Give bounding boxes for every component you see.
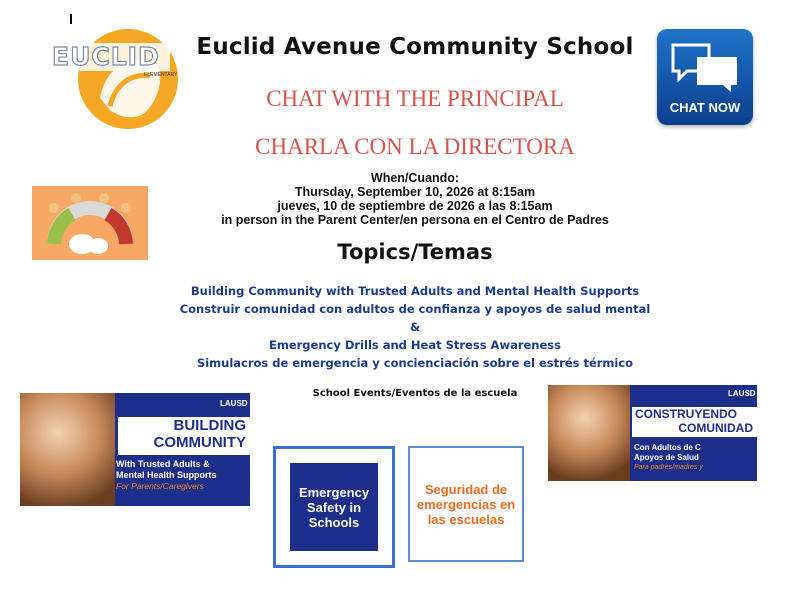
band-1: Con Adultos de C [634,443,701,452]
photo [20,393,130,506]
card-subtext [634,443,756,473]
headline-1: BUILDING [173,417,246,434]
title-en: CHAT WITH THE PRINCIPAL [266,86,564,111]
seguridad-emergencias-card: Seguridad de emergencias en las escuelas [408,446,524,562]
band-3: For Parents/Caregivers [116,481,204,491]
event-details [190,171,640,227]
school-events-label: School Events/Eventos de la escuela [312,388,518,399]
when-label: When/Cuando: [370,171,460,185]
topic-ampersand: & [409,320,421,334]
discussion-illustration [32,186,148,260]
construyendo-comunidad-card [548,385,757,481]
title-es: CHARLA CON LA DIRECTORA [255,134,575,159]
topic-line: Simulacros de emergencia y concienciación sobre el estrés térmico [196,356,634,370]
school-name: Euclid Avenue Community School [196,34,634,60]
lausd-brand: LAUSD [728,389,756,398]
topic-line: Emergency Drills and Heat Stress Awareness [269,338,561,352]
when-english: Thursday, September 10, 2026 at 8:15am [294,185,536,199]
topics-heading: Topics/Temas [337,240,493,264]
emergency-safety-text: Emergency Safety in Schools [290,463,378,551]
photo [548,385,640,481]
emergency-safety-card [273,446,395,568]
headline-2: COMUNIDAD [678,421,753,435]
headline-panel [118,417,250,455]
chat-now-button[interactable] [657,29,753,125]
headline-panel [632,407,757,437]
location: in person in the Parent Center/en persona en el Centro de Padres [221,213,609,227]
band-1: With Trusted Adults & [116,459,210,469]
band-2: Mental Health Supports [116,470,217,480]
topic-line: Building Community with Trusted Adults and Mental Health Supports [190,284,640,298]
chat-now-label: CHAT NOW [669,100,741,115]
headline-1: CONSTRUYENDO [635,407,738,421]
logo-text: EUCLID [52,42,160,71]
topic-line: Construir comunidad con adultos de confianza y apoyos de salud mental [179,302,651,316]
marker-tick [70,14,72,24]
euclid-logo [50,28,180,130]
band-2: Apoyos de Salud [634,453,699,462]
when-spanish: jueves, 10 de septiembre de 2026 a las 8:15am [277,199,553,213]
chat-bubbles-icon [669,41,741,93]
logo-subtext: ELEMENTARY [144,72,178,78]
headline-2: COMMUNITY [153,434,246,451]
band-3: Para padres/madres y [634,464,703,471]
building-community-card [20,393,250,506]
card-subtext [116,459,248,492]
lausd-brand: LAUSD [220,399,248,408]
